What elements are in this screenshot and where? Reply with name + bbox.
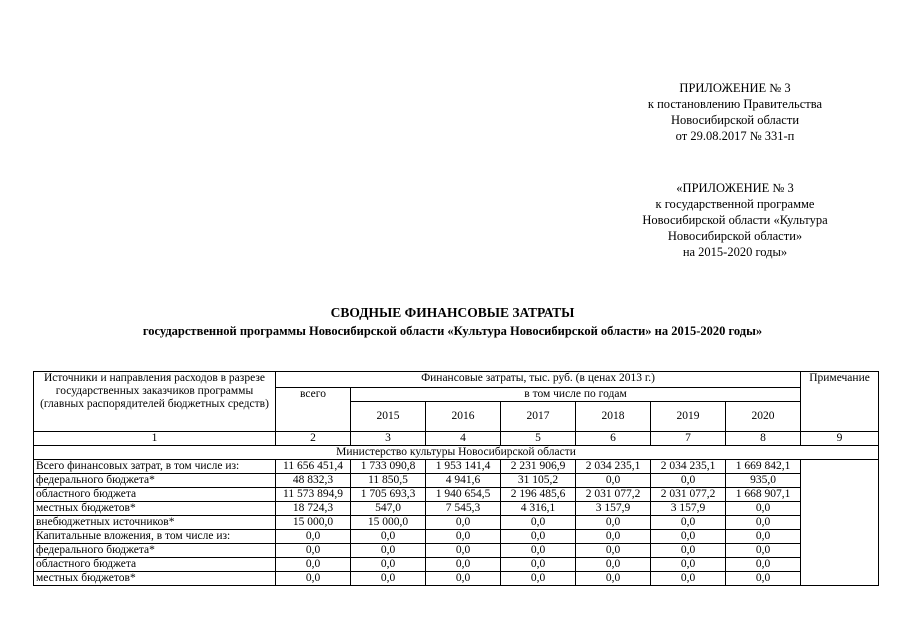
appendix-program-line: на 2015-2020 годы» bbox=[682, 245, 788, 259]
header-sources: Источники и направления расходов в разрезе государственных заказчиков программы (главных распорядителей бюджетных средств) bbox=[34, 372, 276, 432]
table-cell: 0,0 bbox=[651, 530, 726, 544]
table-cell: 0,0 bbox=[576, 474, 651, 488]
table-cell: 0,0 bbox=[426, 530, 501, 544]
table-cell: 2 031 077,2 bbox=[576, 488, 651, 502]
column-number: 3 bbox=[351, 432, 426, 446]
column-number: 6 bbox=[576, 432, 651, 446]
table-cell: 1 669 842,1 bbox=[726, 460, 801, 474]
table-cell: 0,0 bbox=[351, 544, 426, 558]
table-cell: 0,0 bbox=[501, 558, 576, 572]
table-cell: 935,0 bbox=[726, 474, 801, 488]
header-year: 2019 bbox=[651, 402, 726, 432]
header-by-years: в том числе по годам bbox=[351, 388, 801, 402]
table-cell: 7 545,3 bbox=[426, 502, 501, 516]
table-row bbox=[34, 558, 879, 572]
appendix-decree-reference bbox=[600, 80, 870, 144]
header-costs: Финансовые затраты, тыс. руб. (в ценах 2013 г.) bbox=[276, 372, 801, 388]
table-cell: 48 832,3 bbox=[276, 474, 351, 488]
table-cell: 0,0 bbox=[726, 558, 801, 572]
table-cell: 2 034 235,1 bbox=[651, 460, 726, 474]
table-cell: 0,0 bbox=[351, 572, 426, 586]
table-cell: 0,0 bbox=[501, 572, 576, 586]
appendix-program-line: «ПРИЛОЖЕНИЕ № 3 bbox=[676, 181, 794, 195]
title-subtitle: государственной программы Новосибирской области «Культура Новосибирской области» на 2015-2020 годы» bbox=[142, 324, 763, 338]
table-cell: 1 733 090,8 bbox=[351, 460, 426, 474]
table-cell: 0,0 bbox=[276, 572, 351, 586]
table-cell: 0,0 bbox=[651, 558, 726, 572]
column-number: 5 bbox=[501, 432, 576, 446]
row-label: Всего финансовых затрат, в том числе из: bbox=[34, 460, 276, 474]
column-number: 7 bbox=[651, 432, 726, 446]
header-year: 2016 bbox=[426, 402, 501, 432]
table-cell: 0,0 bbox=[576, 558, 651, 572]
appendix-decree-line: от 29.08.2017 № 331-п bbox=[675, 129, 795, 143]
row-label: местных бюджетов* bbox=[34, 572, 276, 586]
table-cell: 1 953 141,4 bbox=[426, 460, 501, 474]
table-cell: 18 724,3 bbox=[276, 502, 351, 516]
table-cell: 0,0 bbox=[576, 544, 651, 558]
table-cell: 15 000,0 bbox=[351, 516, 426, 530]
row-label: федерального бюджета* bbox=[34, 474, 276, 488]
table-cell: 0,0 bbox=[276, 544, 351, 558]
header-total: всего bbox=[276, 388, 351, 432]
table-cell: 0,0 bbox=[726, 502, 801, 516]
table-row bbox=[34, 502, 879, 516]
table-cell: 0,0 bbox=[426, 544, 501, 558]
appendix-program-line: Новосибирской области «Культура bbox=[642, 213, 828, 227]
table-row bbox=[34, 544, 879, 558]
table-cell: 0,0 bbox=[726, 572, 801, 586]
table-cell: 0,0 bbox=[351, 530, 426, 544]
header-year: 2017 bbox=[501, 402, 576, 432]
table-cell: 0,0 bbox=[351, 558, 426, 572]
table-cell: 11 656 451,4 bbox=[276, 460, 351, 474]
section-title: Министерство культуры Новосибирской области bbox=[34, 446, 879, 460]
table-row bbox=[34, 474, 879, 488]
header-year: 2018 bbox=[576, 402, 651, 432]
table-cell: 0,0 bbox=[501, 530, 576, 544]
appendix-program-line: Новосибирской области» bbox=[667, 229, 803, 243]
row-label: местных бюджетов* bbox=[34, 502, 276, 516]
table-cell: 0,0 bbox=[426, 516, 501, 530]
column-number: 8 bbox=[726, 432, 801, 446]
table-cell: 0,0 bbox=[426, 558, 501, 572]
table-cell: 0,0 bbox=[276, 558, 351, 572]
table-cell: 11 850,5 bbox=[351, 474, 426, 488]
table-row bbox=[34, 572, 879, 586]
table-row bbox=[34, 530, 879, 544]
table-cell: 2 034 235,1 bbox=[576, 460, 651, 474]
table-cell: 0,0 bbox=[651, 544, 726, 558]
table-cell: 11 573 894,9 bbox=[276, 488, 351, 502]
table-cell: 2 231 906,9 bbox=[501, 460, 576, 474]
table-row bbox=[34, 488, 879, 502]
table-cell: 0,0 bbox=[426, 572, 501, 586]
header-year: 2020 bbox=[726, 402, 801, 432]
document-title bbox=[0, 304, 905, 340]
title-main: СВОДНЫЕ ФИНАНСОВЫЕ ЗАТРАТЫ bbox=[330, 305, 575, 320]
row-label: Капитальные вложения, в том числе из: bbox=[34, 530, 276, 544]
table-cell: 1 668 907,1 bbox=[726, 488, 801, 502]
table-cell: 3 157,9 bbox=[651, 502, 726, 516]
row-label: областного бюджета bbox=[34, 488, 276, 502]
appendix-decree-line: Новосибирской области bbox=[670, 113, 800, 127]
row-label: федерального бюджета* bbox=[34, 544, 276, 558]
table-cell: 0,0 bbox=[501, 516, 576, 530]
table-cell: 0,0 bbox=[576, 572, 651, 586]
appendix-decree-line: к постановлению Правительства bbox=[647, 97, 823, 111]
appendix-decree-line: ПРИЛОЖЕНИЕ № 3 bbox=[679, 81, 791, 95]
table-cell: 31 105,2 bbox=[501, 474, 576, 488]
table-cell: 0,0 bbox=[726, 544, 801, 558]
row-label: внебюджетных источников* bbox=[34, 516, 276, 530]
table-cell: 4 316,1 bbox=[501, 502, 576, 516]
table-cell: 0,0 bbox=[501, 544, 576, 558]
table-cell: 547,0 bbox=[351, 502, 426, 516]
table-cell: 3 157,9 bbox=[576, 502, 651, 516]
appendix-program-reference bbox=[600, 180, 870, 260]
column-number: 2 bbox=[276, 432, 351, 446]
table-row bbox=[34, 460, 879, 474]
table-cell: 0,0 bbox=[651, 516, 726, 530]
table-cell: 0,0 bbox=[276, 530, 351, 544]
table-cell: 0,0 bbox=[726, 530, 801, 544]
table-cell: 2 196 485,6 bbox=[501, 488, 576, 502]
table-cell: 0,0 bbox=[651, 474, 726, 488]
row-label: областного бюджета bbox=[34, 558, 276, 572]
appendix-program-line: к государственной программе bbox=[655, 197, 815, 211]
column-number: 9 bbox=[801, 432, 879, 446]
table-cell: 1 705 693,3 bbox=[351, 488, 426, 502]
table-cell: 4 941,6 bbox=[426, 474, 501, 488]
table-cell: 2 031 077,2 bbox=[651, 488, 726, 502]
financial-costs-table bbox=[33, 371, 879, 586]
table-cell: 15 000,0 bbox=[276, 516, 351, 530]
table-cell: 0,0 bbox=[576, 516, 651, 530]
header-year: 2015 bbox=[351, 402, 426, 432]
note-cell bbox=[801, 460, 879, 586]
table-cell: 0,0 bbox=[651, 572, 726, 586]
column-number: 1 bbox=[34, 432, 276, 446]
table-cell: 0,0 bbox=[726, 516, 801, 530]
table-cell: 1 940 654,5 bbox=[426, 488, 501, 502]
column-number: 4 bbox=[426, 432, 501, 446]
table-row bbox=[34, 516, 879, 530]
table-cell: 0,0 bbox=[576, 530, 651, 544]
header-note: Примечание bbox=[801, 372, 879, 432]
